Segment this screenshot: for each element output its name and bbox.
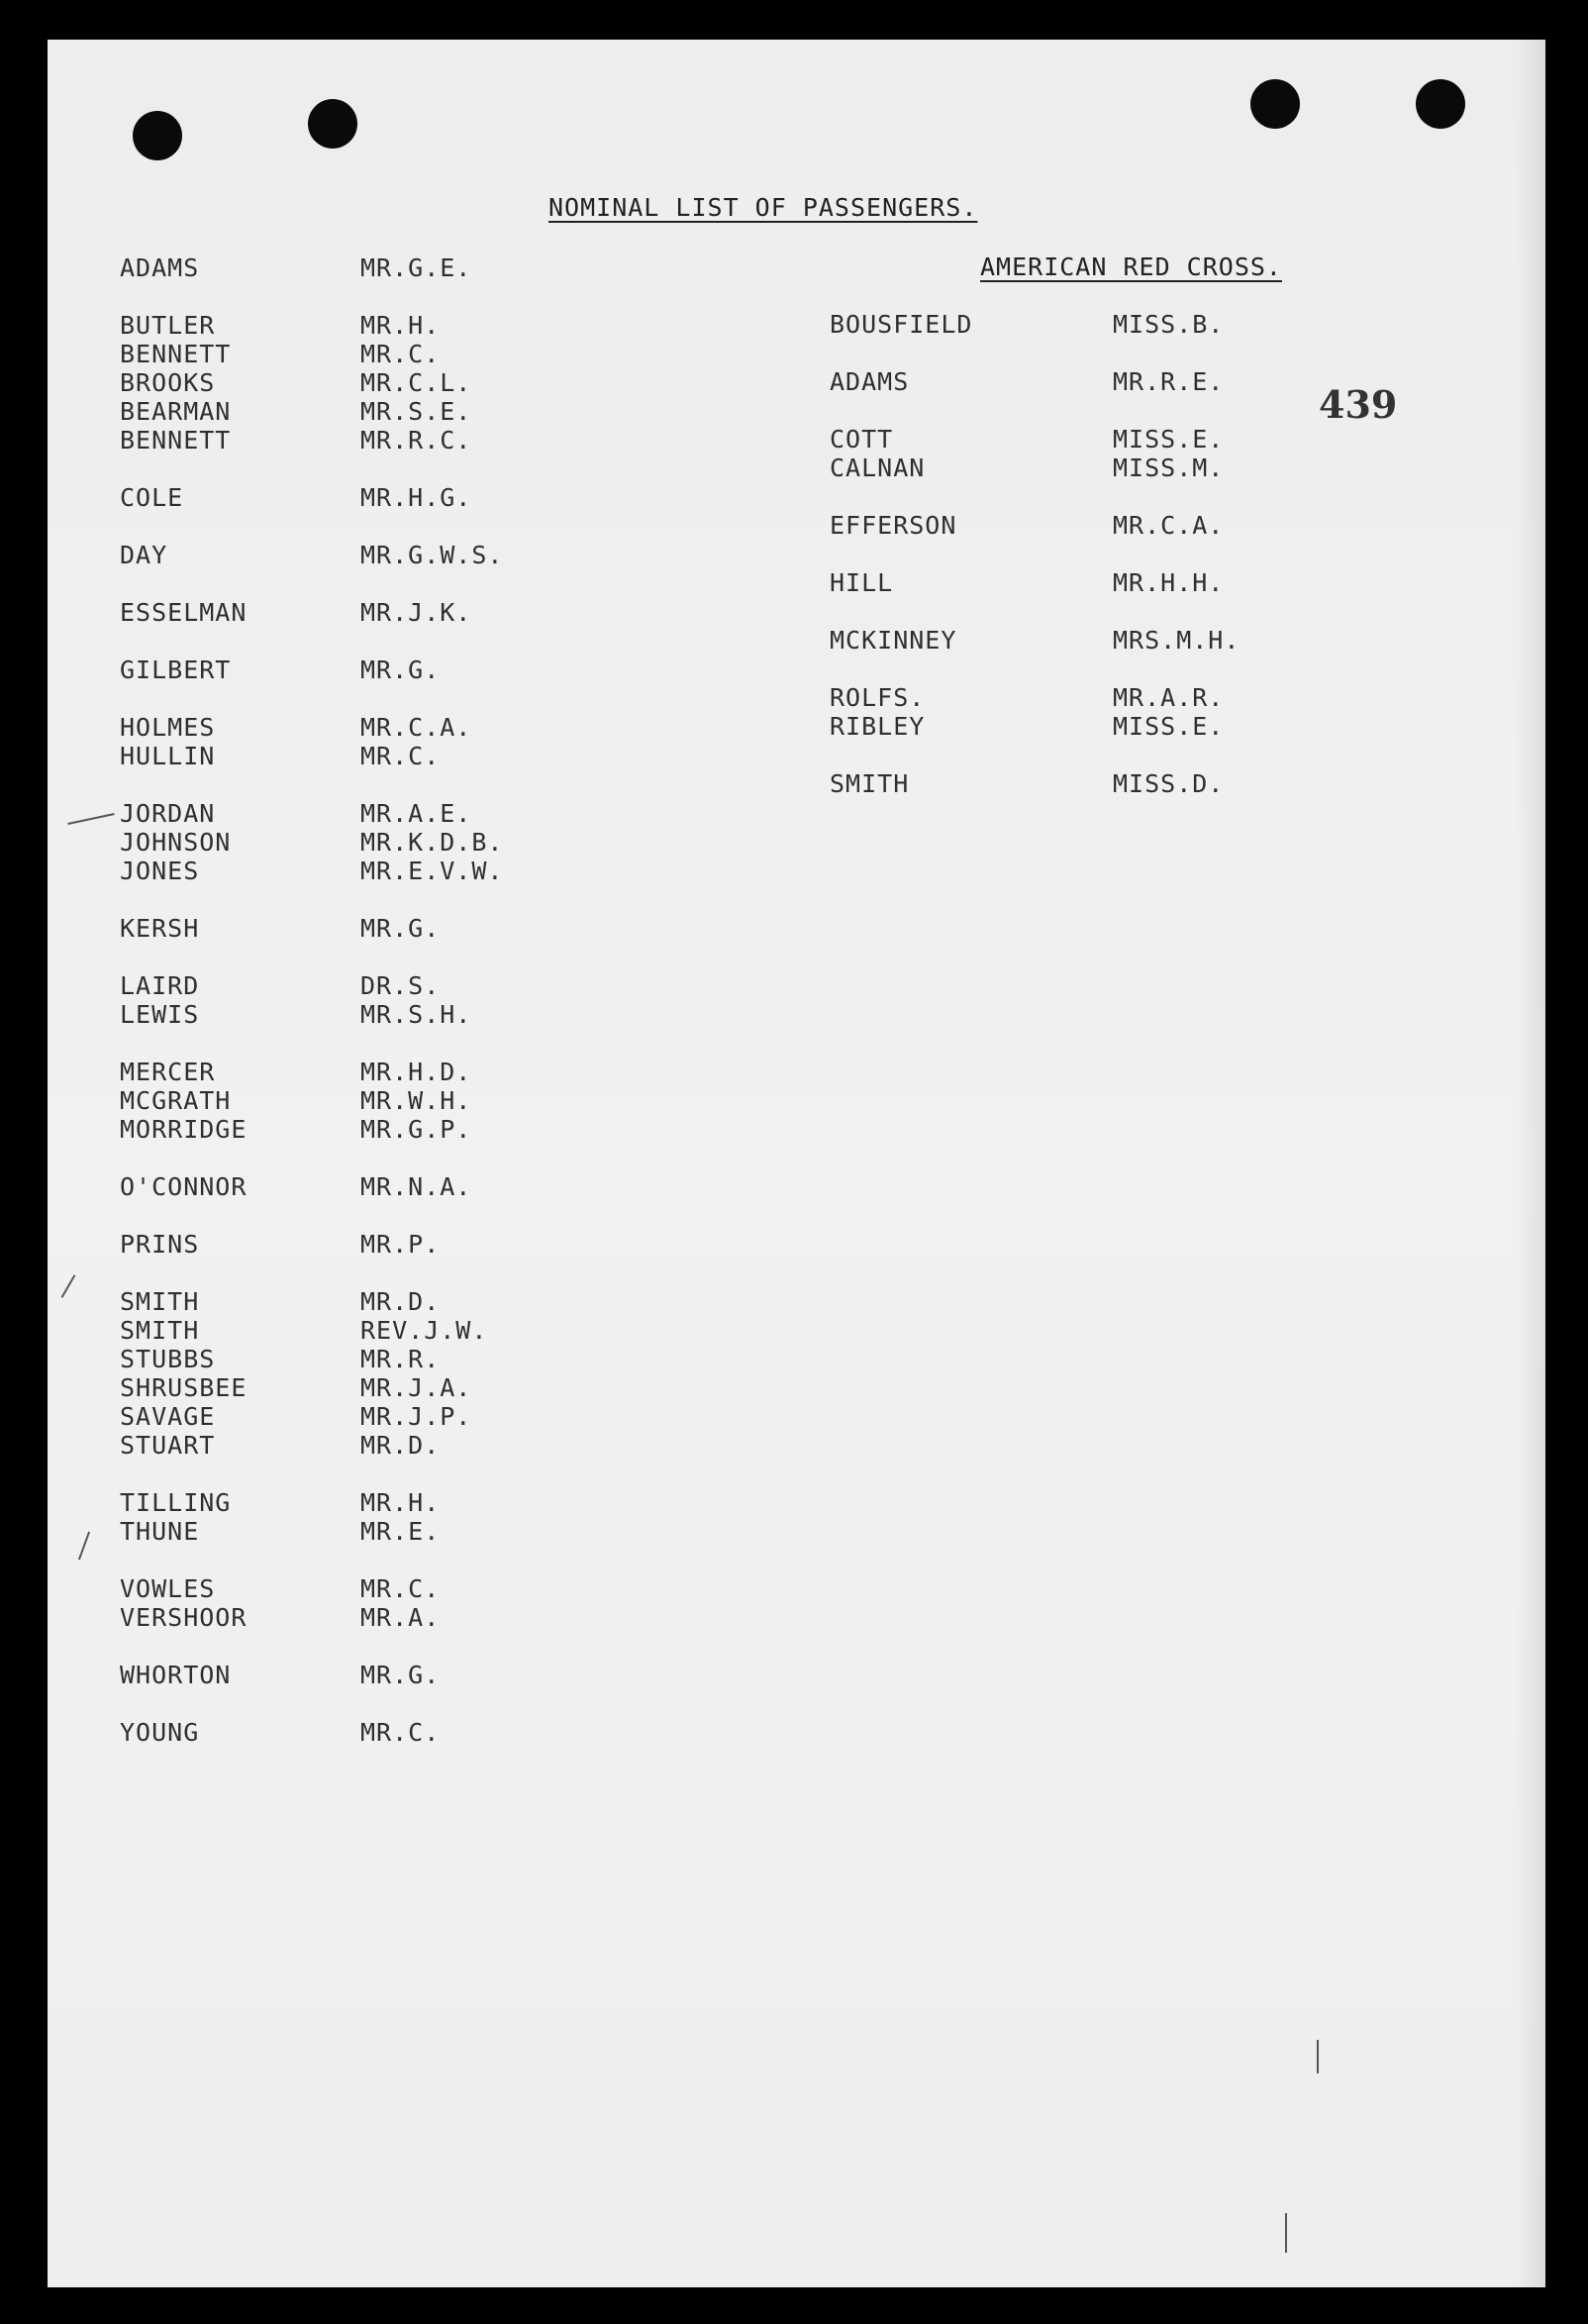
- passenger-title: MR.R.E.: [1113, 367, 1225, 396]
- passenger-row: [830, 769, 1305, 798]
- pencil-mark: [1285, 2213, 1287, 2253]
- passenger-row: [120, 1661, 595, 1689]
- passenger-surname: THUNE: [120, 1517, 200, 1546]
- passenger-surname: BOUSFIELD: [830, 310, 973, 339]
- passenger-surname: ESSELMAN: [120, 598, 248, 627]
- passenger-title: MISS.D.: [1113, 769, 1225, 798]
- passenger-row: [120, 541, 595, 569]
- passenger-title: MR.G.E.: [360, 253, 472, 282]
- passenger-surname: TILLING: [120, 1488, 232, 1517]
- passenger-surname: STUBBS: [120, 1345, 216, 1373]
- passenger-row: [120, 914, 595, 943]
- punch-hole: [308, 99, 357, 149]
- passenger-surname: CALNAN: [830, 454, 926, 482]
- passenger-surname: YOUNG: [120, 1718, 200, 1747]
- passenger-row: [120, 828, 595, 857]
- passenger-title: MR.E.V.W.: [360, 857, 504, 885]
- passenger-title: MR.N.A.: [360, 1172, 472, 1201]
- passenger-row: [120, 656, 595, 684]
- passenger-row: [120, 1058, 595, 1086]
- passenger-title: MISS.B.: [1113, 310, 1225, 339]
- passenger-row: [120, 598, 595, 627]
- passenger-row: [120, 483, 595, 512]
- passenger-title: MR.S.E.: [360, 397, 472, 426]
- passenger-title: MR.W.H.: [360, 1086, 472, 1115]
- passenger-surname: COTT: [830, 425, 894, 454]
- passenger-title: MR.H.H.: [1113, 568, 1225, 597]
- passenger-row: [120, 426, 595, 455]
- passenger-surname: O'CONNOR: [120, 1172, 248, 1201]
- passenger-title: MR.R.C.: [360, 426, 472, 455]
- passenger-row: [830, 626, 1305, 655]
- passenger-row: [120, 1373, 595, 1402]
- passenger-row: [120, 1345, 595, 1373]
- passenger-title: MR.C.: [360, 742, 441, 770]
- passenger-surname: GILBERT: [120, 656, 232, 684]
- passenger-surname: ADAMS: [830, 367, 910, 396]
- passenger-surname: SMITH: [830, 769, 910, 798]
- passenger-row: [120, 1517, 595, 1546]
- passenger-surname: MERCER: [120, 1058, 216, 1086]
- passenger-surname: BUTLER: [120, 311, 216, 340]
- passenger-surname: BEARMAN: [120, 397, 232, 426]
- passenger-surname: COLE: [120, 483, 184, 512]
- passenger-row: [120, 311, 595, 340]
- passenger-row: [120, 1287, 595, 1316]
- passenger-title: MRS.M.H.: [1113, 626, 1241, 655]
- passenger-row: [120, 253, 595, 282]
- passenger-title: MISS.M.: [1113, 454, 1225, 482]
- passenger-title: MR.C.A.: [360, 713, 472, 742]
- passenger-title: MR.K.D.B.: [360, 828, 504, 857]
- passenger-title: MR.J.P.: [360, 1402, 472, 1431]
- passenger-surname: BROOKS: [120, 368, 216, 397]
- passenger-title: MR.J.K.: [360, 598, 472, 627]
- passenger-title: DR.S.: [360, 971, 441, 1000]
- passenger-row: [120, 1086, 595, 1115]
- passenger-surname: JORDAN: [120, 799, 216, 828]
- passenger-surname: VERSHOOR: [120, 1603, 248, 1632]
- page-number: 439: [1319, 382, 1398, 427]
- passenger-row: [120, 799, 595, 828]
- passenger-surname: SAVAGE: [120, 1402, 216, 1431]
- passenger-title: MR.A.E.: [360, 799, 472, 828]
- passenger-surname: SMITH: [120, 1287, 200, 1316]
- passenger-title: MR.A.R.: [1113, 683, 1225, 712]
- passenger-title: MR.J.A.: [360, 1373, 472, 1402]
- passenger-surname: VOWLES: [120, 1574, 216, 1603]
- passenger-surname: KERSH: [120, 914, 200, 943]
- passenger-title: MR.H.: [360, 1488, 441, 1517]
- passenger-row: [120, 1000, 595, 1029]
- punch-hole: [1250, 79, 1300, 129]
- pencil-mark: [1317, 2040, 1319, 2073]
- passenger-row: [120, 971, 595, 1000]
- passenger-title: MISS.E.: [1113, 712, 1225, 741]
- passenger-title: REV.J.W.: [360, 1316, 488, 1345]
- passenger-title: MR.H.G.: [360, 483, 472, 512]
- passenger-surname: EFFERSON: [830, 511, 957, 540]
- passenger-row: [830, 310, 1305, 339]
- passenger-title: MR.C.L.: [360, 368, 472, 397]
- passenger-title: MR.G.P.: [360, 1115, 472, 1144]
- passenger-surname: MORRIDGE: [120, 1115, 248, 1144]
- passenger-surname: HULLIN: [120, 742, 216, 770]
- passenger-row: [830, 683, 1305, 712]
- passenger-row: [120, 1172, 595, 1201]
- passenger-row: [830, 712, 1305, 741]
- passenger-surname: BENNETT: [120, 340, 232, 368]
- passenger-row: [120, 368, 595, 397]
- section-heading-american-red-cross: AMERICAN RED CROSS.: [980, 253, 1282, 281]
- passenger-row: [120, 340, 595, 368]
- passenger-surname: BENNETT: [120, 426, 232, 455]
- passenger-title: MR.D.: [360, 1431, 441, 1460]
- passenger-title: MR.C.: [360, 1574, 441, 1603]
- passenger-surname: STUART: [120, 1431, 216, 1460]
- passenger-title: MR.G.W.S.: [360, 541, 504, 569]
- passenger-title: MR.S.H.: [360, 1000, 472, 1029]
- passenger-row: [120, 1718, 595, 1747]
- passenger-title: MR.C.: [360, 340, 441, 368]
- passenger-surname: DAY: [120, 541, 168, 569]
- passenger-title: MR.G.: [360, 914, 441, 943]
- page-heading: NOMINAL LIST OF PASSENGERS.: [548, 193, 978, 222]
- passenger-surname: HOLMES: [120, 713, 216, 742]
- passenger-surname: RIBLEY: [830, 712, 926, 741]
- passenger-row: [830, 568, 1305, 597]
- passenger-surname: PRINS: [120, 1230, 200, 1259]
- pencil-mark: [67, 813, 114, 825]
- passenger-title: MR.D.: [360, 1287, 441, 1316]
- pencil-mark: [78, 1532, 90, 1561]
- passenger-surname: LAIRD: [120, 971, 200, 1000]
- passenger-row: [830, 511, 1305, 540]
- passenger-row: [830, 425, 1305, 454]
- passenger-title: MR.G.: [360, 1661, 441, 1689]
- passenger-surname: SMITH: [120, 1316, 200, 1345]
- passenger-row: [830, 367, 1305, 396]
- passenger-row: [120, 857, 595, 885]
- passenger-surname: LEWIS: [120, 1000, 200, 1029]
- passenger-title: MR.H.D.: [360, 1058, 472, 1086]
- passenger-title: MR.G.: [360, 656, 441, 684]
- punch-hole: [1416, 79, 1465, 129]
- passenger-row: [120, 1115, 595, 1144]
- passenger-title: MISS.E.: [1113, 425, 1225, 454]
- passenger-row: [120, 1230, 595, 1259]
- punch-hole: [133, 111, 182, 160]
- passenger-row: [830, 454, 1305, 482]
- passenger-row: [120, 1431, 595, 1460]
- passenger-surname: JOHNSON: [120, 828, 232, 857]
- passenger-title: MR.R.: [360, 1345, 441, 1373]
- passenger-title: MR.H.: [360, 311, 441, 340]
- passenger-title: MR.C.: [360, 1718, 441, 1747]
- pencil-mark: [61, 1274, 76, 1298]
- passenger-surname: JONES: [120, 857, 200, 885]
- passenger-surname: SHRUSBEE: [120, 1373, 248, 1402]
- document-page: [48, 40, 1545, 2287]
- passenger-row: [120, 1316, 595, 1345]
- passenger-surname: MCKINNEY: [830, 626, 957, 655]
- passenger-surname: ADAMS: [120, 253, 200, 282]
- passenger-row: [120, 713, 595, 742]
- passenger-title: MR.E.: [360, 1517, 441, 1546]
- passenger-surname: MCGRATH: [120, 1086, 232, 1115]
- passenger-row: [120, 742, 595, 770]
- passenger-surname: HILL: [830, 568, 894, 597]
- passenger-surname: WHORTON: [120, 1661, 232, 1689]
- passenger-row: [120, 397, 595, 426]
- passenger-row: [120, 1603, 595, 1632]
- passenger-title: MR.P.: [360, 1230, 441, 1259]
- passenger-title: MR.C.A.: [1113, 511, 1225, 540]
- passenger-surname: ROLFS.: [830, 683, 926, 712]
- passenger-title: MR.A.: [360, 1603, 441, 1632]
- passenger-row: [120, 1402, 595, 1431]
- passenger-row: [120, 1488, 595, 1517]
- passenger-row: [120, 1574, 595, 1603]
